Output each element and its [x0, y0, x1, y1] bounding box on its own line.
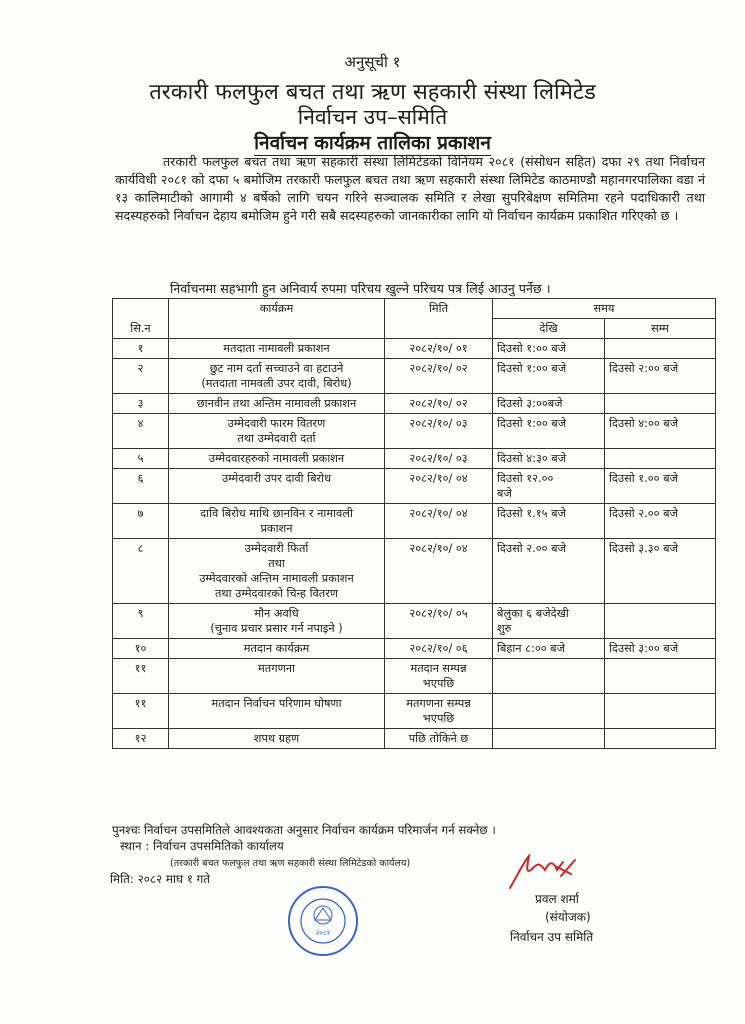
row-time-from: दिउसो १:०० बजे — [493, 414, 605, 449]
row-program: मतगणना — [169, 659, 385, 694]
signatory-name: प्रवल शर्मा — [535, 892, 579, 906]
row-time-from — [493, 694, 605, 729]
row-sn: ४ — [113, 414, 169, 449]
row-program: उम्मेदवारी फारम वितरण तथा उम्मेदवारी दर्ता — [169, 414, 385, 449]
row-sn: ३ — [113, 394, 169, 414]
table-row — [113, 394, 716, 414]
row-date: २०८२/१०/ ०२ — [385, 394, 493, 414]
row-time-from: दिउसो ३:००बजे — [493, 394, 605, 414]
row-sn: ९ — [113, 604, 169, 639]
table-row — [113, 539, 716, 604]
row-date: मतदान सम्पन्न भएपछि — [385, 659, 493, 694]
row-time-to: दिउसो ४:०० बजे — [605, 414, 716, 449]
header-time: समय — [493, 299, 716, 319]
row-time-from — [493, 659, 605, 694]
organization-name: तरकारी फलफुल बचत तथा ऋण सहकारी संस्था लिमिटेड — [149, 80, 596, 105]
row-program: उम्मेदवारहरुको नामावली प्रकाशन — [169, 449, 385, 469]
row-time-to — [605, 394, 716, 414]
row-time-from: दिउसो १:०० बजे — [493, 359, 605, 394]
row-time-to: दिउसो ३.३० बजे — [605, 539, 716, 604]
row-sn: १ — [113, 339, 169, 359]
row-sn: २ — [113, 359, 169, 394]
row-date: २०८२/१०/ ०६ — [385, 639, 493, 659]
row-time-to — [605, 659, 716, 694]
row-program: उम्मेदवारी उपर दावी बिरोध — [169, 469, 385, 504]
row-sn: १२ — [113, 729, 169, 749]
seal-year: २०८१ — [315, 929, 331, 937]
row-time-from: दिउसो १:०० बजे — [493, 339, 605, 359]
table-row — [113, 639, 716, 659]
row-date: मतगणना सम्पन्न भएपछि — [385, 694, 493, 729]
row-time-to — [605, 729, 716, 749]
header-from: देखि — [493, 319, 605, 339]
header-date: मिति — [385, 299, 493, 339]
row-time-to: दिउसो २:०० बजे — [605, 359, 716, 394]
row-sn: ६ — [113, 469, 169, 504]
row-program: छानवीन तथा अन्तिम नामावली प्रकाशन — [169, 394, 385, 414]
header-sn: सि.न — [113, 299, 169, 339]
table-row — [113, 604, 716, 639]
table-row — [113, 359, 716, 394]
intro-paragraph: तरकारी फलफुल बचत तथा ऋण सहकारी संस्था लिमिटेडको विनियम २०८१ (संसोधन सहित) दफा २९ तथा निर्वाचन कार्यविधी २०८१ को दफा ५ बमोजिम तरकारी फलफुल बचत तथा ऋण सहकारी संस्था लिमिटेड काठमाण्डौ महानगरपालिका वडा नं १३ कालिमाटीको आगामी ४ बर्षेको लागि चयन गरिने सञ्चालक समिति र लेखा सुपरिबेक्षण समितिमा रहने पदाधिकारी तथा सदस्यहरुको निर्वाचन देहाय बमोजिम हुने गरी सबै सदस्यहरुको जानकारीका लागि यो निर्वाचन कार्यक्रम प्रकाशित गरिएको छ । — [115, 154, 705, 223]
row-time-to — [605, 694, 716, 729]
row-sn: ५ — [113, 449, 169, 469]
row-program: मतदान निर्वाचन परिणाम घोषणा — [169, 694, 385, 729]
row-program: शपथ ग्रहण — [169, 729, 385, 749]
table-row — [113, 504, 716, 539]
row-time-from — [493, 729, 605, 749]
id-card-notice: निर्वाचनमा सहभागी हुन अनिवार्य रुपमा परिचय खुल्ने परिचय पत्र लिई आउनु पर्नेछ । — [170, 281, 551, 296]
row-time-to: दिउसो ३:०० बजे — [605, 639, 716, 659]
row-time-to: दिउसो २.०० बजे — [605, 504, 716, 539]
row-program: मौन अवधि (चुनाव प्रचार प्रसार गर्न नपाइने ) — [169, 604, 385, 639]
row-date: २०८२/१०/ ०४ — [385, 469, 493, 504]
signatory-committee: निर्वाचन उप समिति — [510, 930, 594, 944]
row-time-from: दिउसो २.०० बजे — [493, 539, 605, 604]
office-place-detail: (तरकारी बचत फलफुल तथा ऋण सहकारी संस्था लिमिटेडको कार्यलय) — [170, 858, 411, 869]
row-sn: ७ — [113, 504, 169, 539]
header-to: सम्म — [605, 319, 716, 339]
signature-mark — [505, 850, 585, 892]
office-place: स्थान : निर्वाचन उपसमितिको कार्यालय — [120, 839, 284, 853]
row-program: उम्मेदवारी फिर्ता तथा उम्मेदवारको अन्तिम नामावली प्रकाशन तथा उम्मेदवारको चिन्ह वितरण — [169, 539, 385, 604]
row-sn: ८ — [113, 539, 169, 604]
election-schedule-table — [112, 298, 716, 749]
footnote: पुनश्चः निर्वाचन उपसमितिले आवश्यकता अनुसार निर्वाचन कार्यक्रम परिमार्जन गर्न सक्नेछ । — [112, 823, 496, 837]
row-date: २०८२/१०/ ०३ — [385, 414, 493, 449]
row-time-from: बेलुका ६ बजेदेखी शुरु — [493, 604, 605, 639]
row-date: २०८२/१०/ ०२ — [385, 359, 493, 394]
row-program: दावि बिरोध माथि छानविन र नामावली प्रकाशन — [169, 504, 385, 539]
table-row — [113, 449, 716, 469]
row-program: छुट नाम दर्ता सच्चाउने वा हटाउने (मतदाता नामवली उपर दावी, बिरोध) — [169, 359, 385, 394]
document-title-text: निर्वाचन कार्यक्रम तालिका प्रकाशन — [254, 132, 491, 154]
table-row — [113, 659, 716, 694]
table-row — [113, 729, 716, 749]
row-sn: १० — [113, 639, 169, 659]
table-row — [113, 694, 716, 729]
header-program: कार्यक्रम — [169, 299, 385, 339]
office-seal-stamp — [286, 884, 360, 958]
row-time-to — [605, 339, 716, 359]
table-row — [113, 339, 716, 359]
row-time-to — [605, 449, 716, 469]
row-time-from: दिउसो १२.०० बजे — [493, 469, 605, 504]
row-date: २०८२/१०/ ०५ — [385, 604, 493, 639]
table-row — [113, 414, 716, 449]
table-row — [113, 469, 716, 504]
row-time-to: दिउसो १.०० बजे — [605, 469, 716, 504]
row-date: २०८२/१०/ ०४ — [385, 504, 493, 539]
row-date: २०८२/१०/ ०३ — [385, 449, 493, 469]
row-sn: ११ — [113, 659, 169, 694]
annex-label: अनुसूची १ — [344, 53, 401, 71]
row-date: २०८२/१०/ ०४ — [385, 539, 493, 604]
row-program: मतदान कार्यक्रम — [169, 639, 385, 659]
row-program: मतदाता नामावली प्रकाशन — [169, 339, 385, 359]
row-date: २०८२/१०/ ०१ — [385, 339, 493, 359]
row-sn: ११ — [113, 694, 169, 729]
subcommittee-name: निर्वाचन उप–समिति — [297, 105, 448, 129]
row-time-from: दिउसो १.१५ बजे — [493, 504, 605, 539]
row-time-from: दिउसो ४:३० बजे — [493, 449, 605, 469]
issue-date: मिति: २०८२ माघ १ गते — [110, 872, 210, 886]
row-time-to — [605, 604, 716, 639]
row-time-from: बिहान ८:०० बजे — [493, 639, 605, 659]
signatory-role: (संयोजक) — [545, 910, 591, 924]
schedule-rows — [113, 339, 716, 749]
document-title — [0, 129, 745, 155]
row-date: पछि तोकिने छ — [385, 729, 493, 749]
